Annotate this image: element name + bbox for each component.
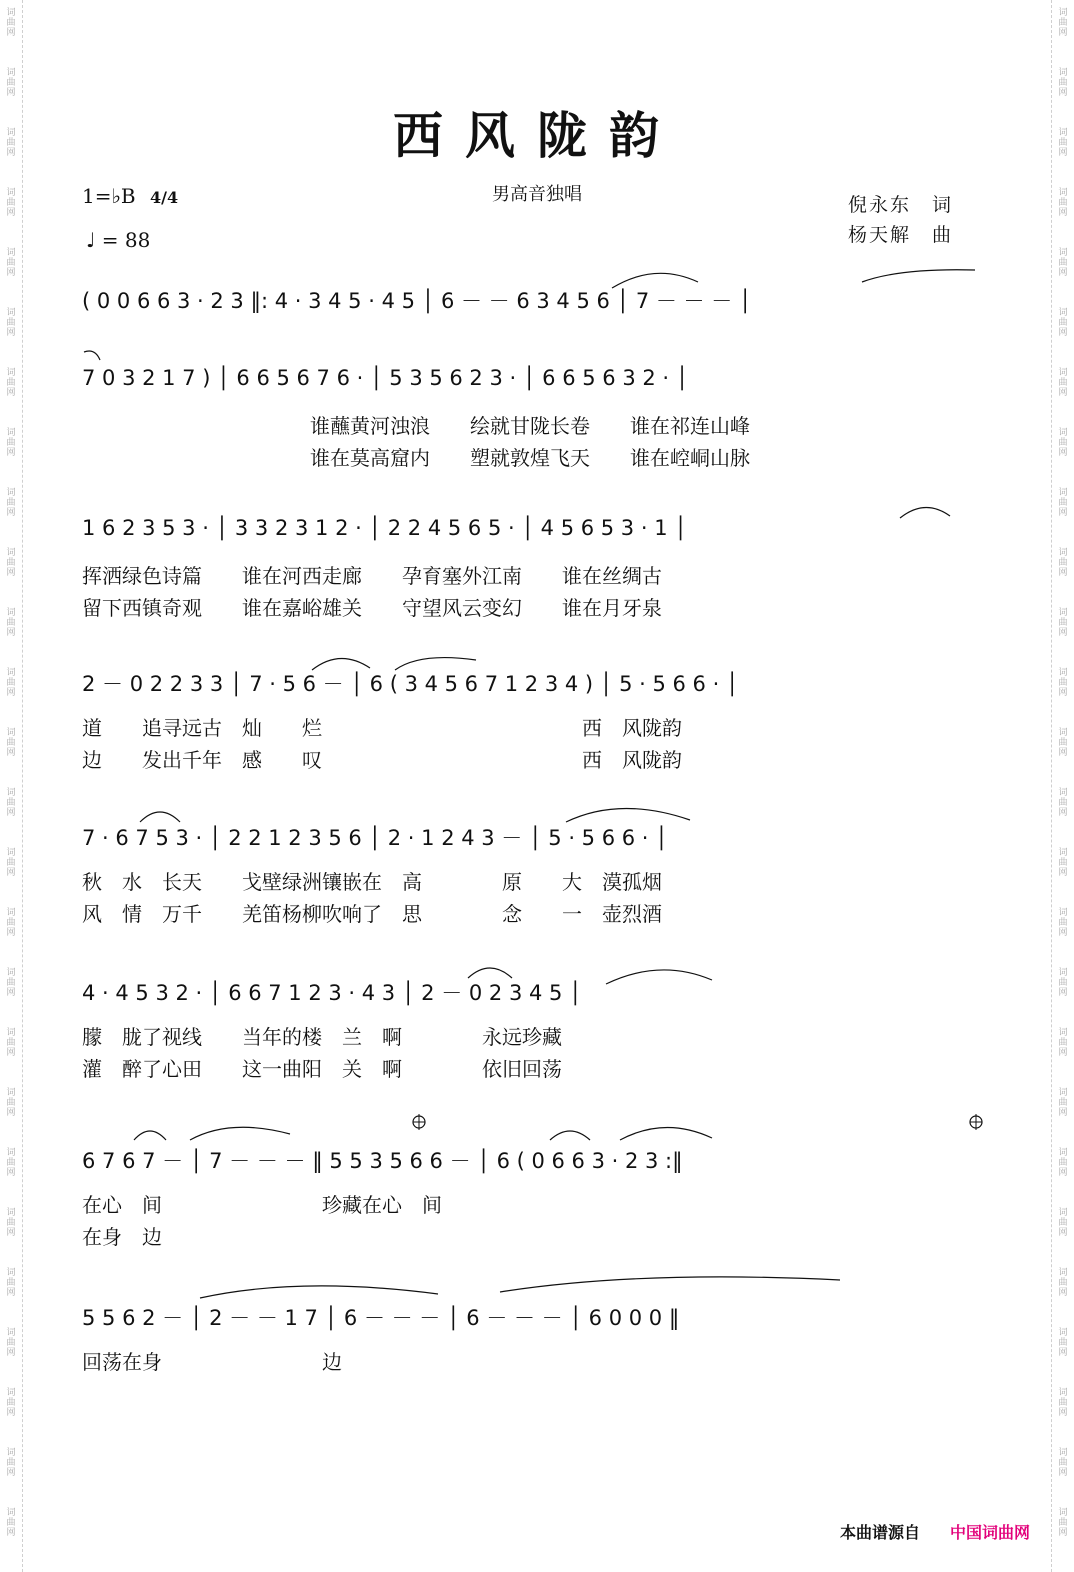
lyrics-verse-1: 道 追寻远古 灿 烂 西 风陇韵	[82, 716, 682, 740]
watermark-text: 词 曲 网	[6, 1208, 16, 1238]
watermark-text: 词 曲 网	[6, 788, 16, 818]
key-label: 1=♭B	[82, 184, 136, 208]
lyricist-credit: 倪永东 词	[848, 194, 954, 216]
lyrics-verse-1: 谁蘸黄河浊浪 绘就甘陇长卷 谁在祁连山峰	[310, 414, 750, 438]
watermark-text: 词 曲 网	[6, 128, 16, 158]
watermark-text: 词 曲 网	[6, 248, 16, 278]
notation-row: 7 0 3 2 1 7 ) │ 6 6 5 6 7 6 · │ 5 3 5 6 2 3 · │ 6 6 5 6 3 2 · │	[82, 366, 689, 390]
watermark-text: 词 曲 网	[6, 728, 16, 758]
lyrics-verse-1: 挥洒绿色诗篇 谁在河西走廊 孕育塞外江南 谁在丝绸古	[82, 564, 662, 588]
lyrics-verse-1: 朦 胧了视线 当年的楼 兰 啊 永远珍藏	[82, 1025, 562, 1049]
watermark-text: 词 曲 网	[6, 1148, 16, 1178]
notation-row: 2 － 0 2 2 3 3 │ 7 · 5 6 － │ 6 ( 3 4 5 6 7 1 2 3 4 ) │ 5 · 5 6 6 · │	[82, 672, 739, 696]
lyrics-verse-2: 风 情 万千 羌笛杨柳吹响了 思 念 一 壶烈酒	[82, 902, 662, 926]
watermark-text: 词 曲 网	[6, 68, 16, 98]
watermark-text: 词 曲 网	[1058, 1088, 1068, 1118]
watermark-text: 词 曲 网	[6, 968, 16, 998]
watermark-text: 词 曲 网	[6, 1088, 16, 1118]
watermark-text: 词 曲 网	[1058, 248, 1068, 278]
watermark-text: 词 曲 网	[1058, 8, 1068, 38]
watermark-text: 词 曲 网	[1058, 128, 1068, 158]
watermark-text: 词 曲 网	[6, 368, 16, 398]
lyrics-verse-1: 在心 间 珍藏在心 间	[82, 1193, 442, 1217]
watermark-text: 词 曲 网	[1058, 548, 1068, 578]
watermark-text: 词 曲 网	[6, 908, 16, 938]
watermark-text: 词 曲 网	[6, 488, 16, 518]
watermark-text: 词 曲 网	[1058, 968, 1068, 998]
watermark-text: 词 曲 网	[6, 188, 16, 218]
watermark-text: 词 曲 网	[6, 308, 16, 338]
watermark-text: 词 曲 网	[6, 668, 16, 698]
watermark-text: 词 曲 网	[1058, 1508, 1068, 1538]
watermark-text: 词 曲 网	[6, 1508, 16, 1538]
watermark-text: 词 曲 网	[1058, 848, 1068, 878]
watermark-text: 词 曲 网	[6, 1448, 16, 1478]
watermark-text: 词 曲 网	[6, 608, 16, 638]
notation-row: 5 5 6 2 － │ 2 － － 1 7 │ 6 － － － │ 6 － － － │ 6 0 0 0 ‖	[82, 1306, 680, 1330]
lyrics-verse-1: 秋 水 长天 戈壁绿洲镶嵌在 高 原 大 漠孤烟	[82, 870, 662, 894]
watermark-text: 词 曲 网	[6, 1268, 16, 1298]
watermark-text: 词 曲 网	[1058, 668, 1068, 698]
watermark-text: 词 曲 网	[1058, 368, 1068, 398]
watermark-text: 词 曲 网	[1058, 1448, 1068, 1478]
footer-source-label: 本曲谱源自	[840, 1523, 921, 1542]
notation-row: 7 · 6 7 5 3 · │ 2 2 1 2 3 5 6 │ 2 · 1 2 4 3 － │ 5 · 5 6 6 · │	[82, 826, 668, 850]
watermark-text: 词 曲 网	[6, 848, 16, 878]
tempo-mark: ♩ = 88	[86, 228, 151, 252]
lyrics-verse-2: 谁在莫高窟内 塑就敦煌飞天 谁在崆峒山脉	[310, 446, 750, 470]
watermark-text: 词 曲 网	[6, 8, 16, 38]
watermark-text: 词 曲 网	[6, 548, 16, 578]
notation-row: 6 7 6 7 － │ 7 － － － ‖ 5 5 3 5 6 6 － │ 6 ( 0 6 6 3 · 2 3 :‖	[82, 1149, 683, 1173]
watermark-text: 词 曲 网	[6, 1328, 16, 1358]
watermark-text: 词 曲 网	[6, 428, 16, 458]
watermark-text: 词 曲 网	[1058, 608, 1068, 638]
watermark-text: 词 曲 网	[1058, 1148, 1068, 1178]
watermark-text: 词 曲 网	[1058, 908, 1068, 938]
song-title: 西风陇韵	[393, 106, 681, 165]
watermark-text: 词 曲 网	[1058, 308, 1068, 338]
performance-subtitle: 男高音独唱	[492, 184, 582, 205]
footer-site-link[interactable]: 中国词曲网	[950, 1523, 1031, 1542]
watermark-text: 词 曲 网	[1058, 1208, 1068, 1238]
lyrics-verse-2: 灌 醉了心田 这一曲阳 关 啊 依旧回荡	[82, 1057, 562, 1081]
watermark-text: 词 曲 网	[1058, 728, 1068, 758]
lyrics-verse-2: 边 发出千年 感 叹 西 风陇韵	[82, 748, 682, 772]
watermark-text: 词 曲 网	[1058, 1268, 1068, 1298]
notation-row: 1 6 2 3 5 3 · │ 3 3 2 3 1 2 · │ 2 2 4 5 6 5 · │ 4 5 6 5 3 · 1 │	[82, 516, 687, 540]
notation-row: ( 0 0 6 6 3 · 2 3 ‖: 4 · 3 4 5 · 4 5 │ 6 － － 6 3 4 5 6 │ 7 － － － │	[82, 289, 752, 313]
watermark-text: 词 曲 网	[1058, 488, 1068, 518]
lyrics-verse-2: 在身 边	[82, 1225, 162, 1249]
watermark-text: 词 曲 网	[1058, 188, 1068, 218]
watermark-text: 词 曲 网	[1058, 1028, 1068, 1058]
lyrics-verse-1: 回荡在身 边	[82, 1350, 342, 1374]
composer-credit: 杨天解 曲	[848, 224, 954, 246]
notation-row: 4 · 4 5 3 2 · │ 6 6 7 1 2 3 · 4 3 │ 2 － 0 2 3 4 5 │	[82, 981, 582, 1005]
watermark-text: 词 曲 网	[1058, 788, 1068, 818]
watermark-text: 词 曲 网	[6, 1028, 16, 1058]
watermark-text: 词 曲 网	[6, 1388, 16, 1418]
watermark-text: 词 曲 网	[1058, 1388, 1068, 1418]
watermark-text: 词 曲 网	[1058, 428, 1068, 458]
time-signature: 4/4	[149, 188, 179, 207]
watermark-text: 词 曲 网	[1058, 68, 1068, 98]
lyrics-verse-2: 留下西镇奇观 谁在嘉峪雄关 守望风云变幻 谁在月牙泉	[82, 596, 662, 620]
watermark-text: 词 曲 网	[1058, 1328, 1068, 1358]
